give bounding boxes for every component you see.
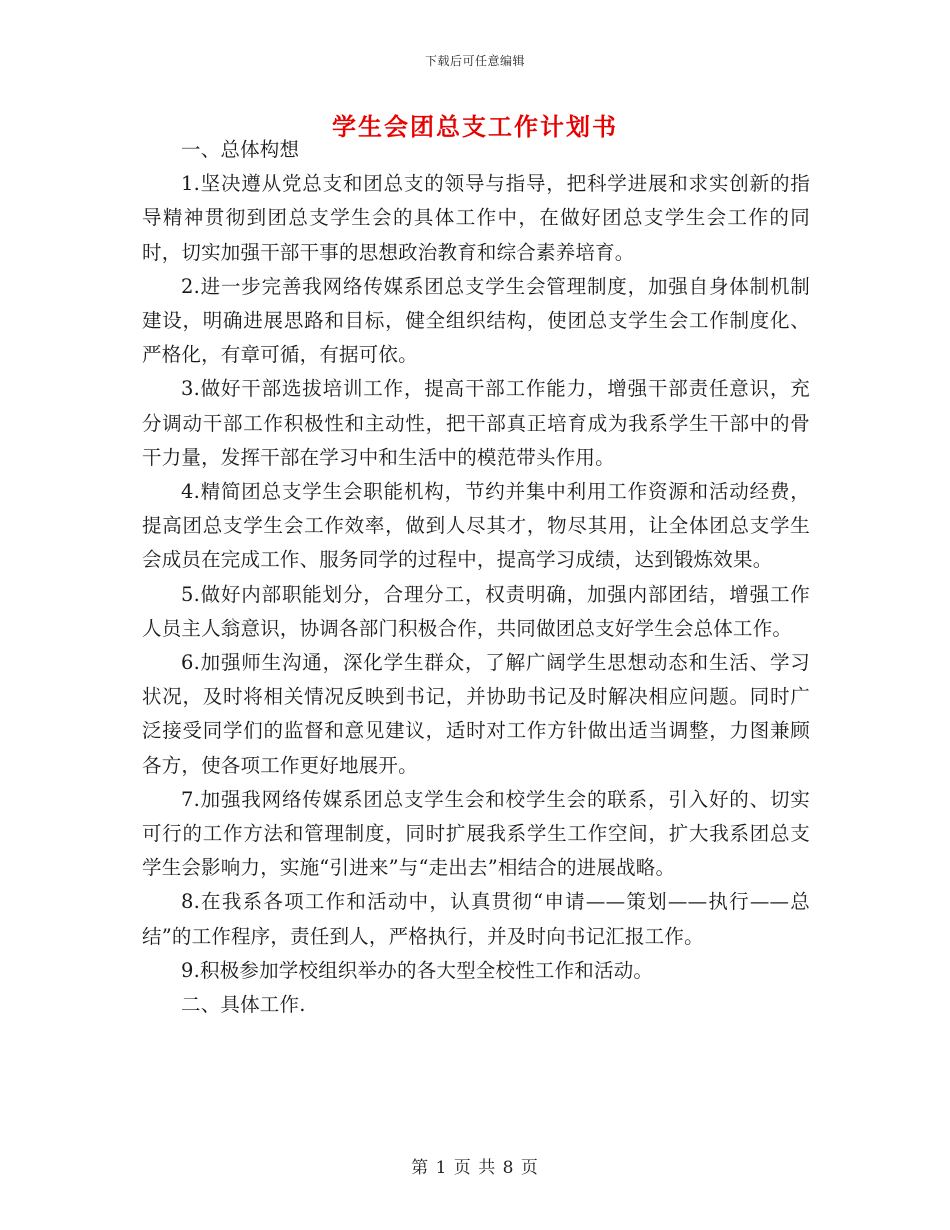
paragraph-item-6: 6.加强师生沟通，深化学生群众，了解广阔学生思想动态和生活、学习状况，及时将相关情况反映到书记，并协助书记及时解决相应问题。同时广泛接受同学们的监督和意见建议，适时对工作方针做出适当调整，力图兼顾各方，使各项工作更好地展开。 [142, 651, 810, 777]
page-header-note: 下载后可任意编辑 [424, 54, 525, 68]
document-title: 学生会团总支工作计划书 [332, 112, 618, 141]
section-heading-overview: 一、总体构想 [181, 138, 300, 161]
page-footer-page-number: 第 1 页 共 8 页 [411, 1158, 539, 1178]
section-heading-specific-work: 二、具体工作. [181, 993, 306, 1017]
paragraph-item-3: 3.做好干部选拔培训工作，提高干部工作能力，增强干部责任意识，充分调动干部工作积极性和主动性，把干部真正培育成为我系学生干部中的骨干力量，发挥干部在学习中和生活中的模范带头作用。 [142, 377, 810, 469]
paragraph-item-4: 4.精简团总支学生会职能机构，节约并集中利用工作资源和活动经费，提高团总支学生会工作效率，做到人尽其才，物尽其用，让全体团总支学生会成员在完成工作、服务同学的过程中，提高学习成绩，达到锻炼效果。 [142, 480, 810, 572]
paragraph-item-2: 2.进一步完善我网络传媒系团总支学生会管理制度，加强自身体制机制建设，明确进展思路和目标，健全组织结构，使团总支学生会工作制度化、严格化，有章可循，有据可依。 [142, 274, 810, 367]
paragraph-item-7: 7.加强我网络传媒系团总支学生会和校学生会的联系，引入好的、切实可行的工作方法和管理制度，同时扩展我系学生工作空间，扩大我系团总支学生会影响力，实施“引进来”与“走出去”相结合的进展战略。 [142, 787, 810, 880]
paragraph-item-1: 1.坚决遵从党总支和团总支的领导与指导，把科学进展和求实创新的指导精神贯彻到团总支学生会的具体工作中，在做好团总支学生会工作的同时，切实加强干部干事的思想政治教育和综合素养培育。 [142, 172, 810, 264]
paragraph-item-9: 9.积极参加学校组织举办的各大型全校性工作和活动。 [181, 958, 654, 982]
document-body [142, 133, 810, 1022]
paragraph-item-8: 8.在我系各项工作和活动中，认真贯彻“申请——策划——执行——总结”的工作程序，责任到人，严格执行，并及时向书记汇报工作。 [142, 890, 810, 948]
paragraph-item-5: 5.做好内部职能划分，合理分工，权责明确，加强内部团结，增强工作人员主人翁意识，协调各部门积极合作，共同做团总支好学生会总体工作。 [142, 582, 810, 640]
